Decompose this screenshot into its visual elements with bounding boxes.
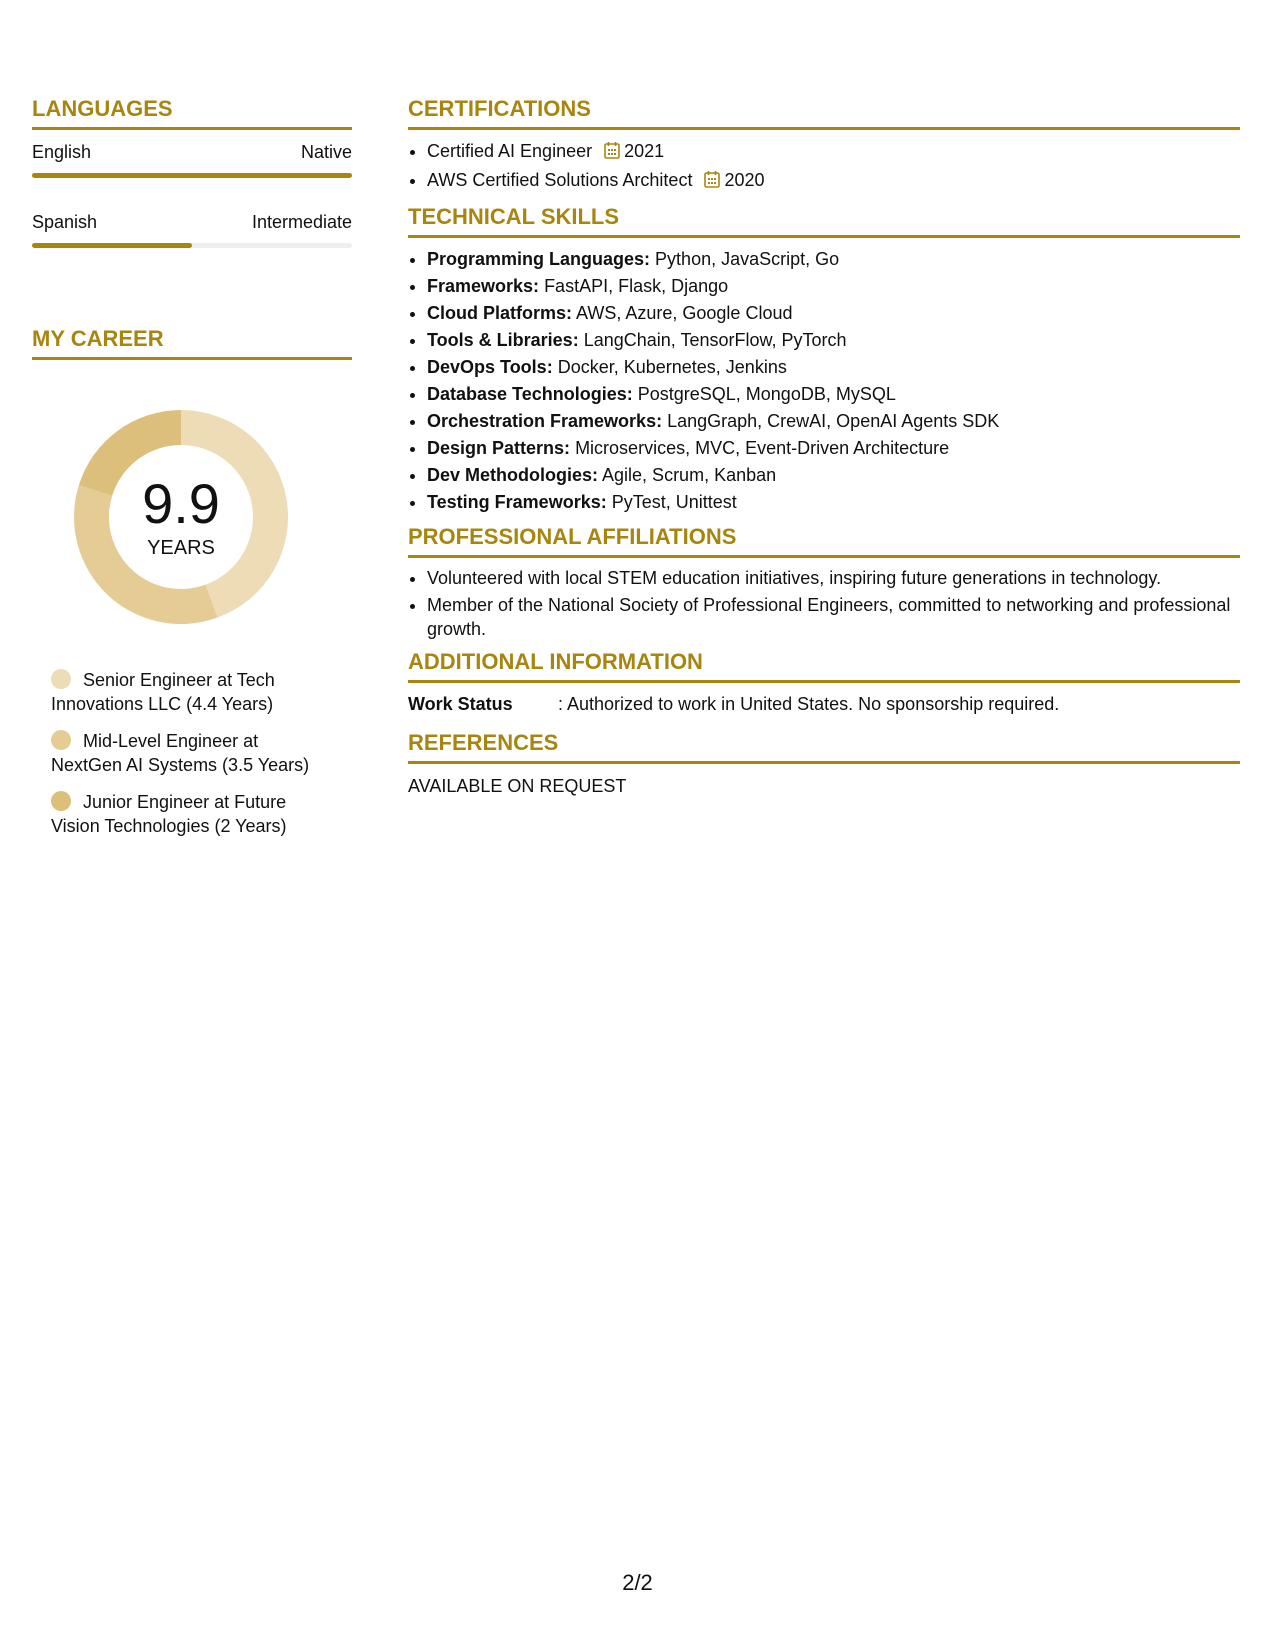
references-heading: REFERENCES	[408, 730, 1240, 764]
work-status-label: Work Status	[408, 694, 513, 714]
skill-item	[427, 273, 1240, 300]
language-proficiency-bar	[32, 173, 352, 178]
career-legend-dot	[51, 669, 71, 689]
skill-value: AWS, Azure, Google Cloud	[576, 303, 793, 323]
career-legend-label: Junior Engineer at Future Vision Technologies (2 Years)	[51, 792, 287, 836]
skill-value: LangChain, TensorFlow, PyTorch	[583, 330, 847, 350]
skill-item	[427, 462, 1240, 489]
additional-info-heading: ADDITIONAL INFORMATION	[408, 649, 1240, 683]
language-row	[32, 140, 352, 164]
affiliations-section	[408, 524, 1240, 641]
career-heading: MY CAREER	[32, 326, 352, 360]
affiliation-item: • Member of the National Society of Professional Engineers, committed to networking and professional growth.	[427, 593, 1240, 641]
skill-label: Cloud Platforms:	[427, 303, 573, 323]
language-level: Intermediate	[251, 212, 352, 232]
language-item	[32, 140, 352, 178]
additional-info-section	[408, 649, 1240, 716]
certification-item	[427, 167, 1240, 196]
skill-label: Frameworks:	[427, 276, 540, 296]
career-legend-item	[51, 729, 331, 777]
language-proficiency-bar	[32, 243, 352, 248]
certification-year: 2021	[624, 141, 665, 161]
skills-list	[408, 246, 1240, 516]
certification-name: AWS Certified Solutions Architect	[427, 170, 693, 190]
career-total-unit: YEARS	[147, 537, 215, 559]
language-row	[32, 210, 352, 234]
certification-year: 2020	[724, 170, 765, 190]
career-legend-item	[51, 790, 331, 838]
skill-value: Microservices, MVC, Event-Driven Architecture	[575, 438, 950, 458]
language-name: Spanish	[32, 212, 98, 232]
skill-item	[427, 327, 1240, 354]
certification-item	[427, 138, 1240, 167]
calendar-icon	[704, 169, 720, 196]
career-legend-label: Senior Engineer at Tech Innovations LLC (4.4 Years)	[51, 670, 275, 714]
skills-heading: TECHNICAL SKILLS	[408, 204, 1240, 238]
career-legend-dot	[51, 791, 71, 811]
certifications-heading: CERTIFICATIONS	[408, 96, 1240, 130]
right-column	[408, 96, 1240, 798]
language-proficiency-fill	[32, 243, 192, 248]
career-legend	[51, 668, 352, 838]
calendar-icon	[604, 140, 620, 167]
career-legend-label: Mid-Level Engineer at NextGen AI Systems (3.5 Years)	[51, 731, 310, 775]
affiliation-item: • Volunteered with local STEM education initiatives, inspiring future generations in technology.	[427, 566, 1240, 590]
skill-value: Agile, Scrum, Kanban	[602, 465, 777, 485]
skill-value: PyTest, Unittest	[611, 492, 737, 512]
language-name: English	[32, 142, 92, 162]
career-donut-center	[66, 474, 296, 560]
language-proficiency-fill	[32, 173, 352, 178]
skill-value: Docker, Kubernetes, Jenkins	[557, 357, 787, 377]
certification-name: Certified AI Engineer	[427, 141, 593, 161]
languages-heading: LANGUAGES	[32, 96, 352, 130]
skill-value: PostgreSQL, MongoDB, MySQL	[637, 384, 896, 404]
work-status-value: : Authorized to work in United States. No sponsorship required.	[558, 694, 1060, 714]
career-legend-dot	[51, 730, 71, 750]
work-status-row	[408, 692, 1240, 716]
page-number: 2/2	[622, 1570, 653, 1595]
skill-item	[427, 381, 1240, 408]
skill-label: Programming Languages:	[427, 249, 651, 269]
skill-value: Python, JavaScript, Go	[655, 249, 840, 269]
career-donut-chart	[66, 402, 296, 632]
affiliations-list	[408, 566, 1240, 641]
skill-item	[427, 300, 1240, 327]
language-item	[32, 210, 352, 248]
skills-section	[408, 204, 1240, 516]
skill-label: Tools & Libraries:	[427, 330, 579, 350]
references-text: AVAILABLE ON REQUEST	[408, 776, 627, 796]
skill-item	[427, 408, 1240, 435]
skill-item	[427, 354, 1240, 381]
skill-label: Orchestration Frameworks:	[427, 411, 663, 431]
languages-section	[32, 96, 352, 248]
left-column	[32, 96, 352, 851]
skill-label: Testing Frameworks:	[427, 492, 607, 512]
skill-item	[427, 489, 1240, 516]
skill-label: Dev Methodologies:	[427, 465, 599, 485]
career-section	[32, 326, 352, 838]
skill-item	[427, 435, 1240, 462]
certifications-section	[408, 96, 1240, 196]
skill-value: FastAPI, Flask, Django	[544, 276, 729, 296]
affiliations-heading: PROFESSIONAL AFFILIATIONS	[408, 524, 1240, 558]
skill-label: Database Technologies:	[427, 384, 633, 404]
skill-label: Design Patterns:	[427, 438, 571, 458]
career-legend-item	[51, 668, 331, 716]
skill-label: DevOps Tools:	[427, 357, 553, 377]
career-total-years: 9.9	[142, 472, 220, 535]
skill-value: LangGraph, CrewAI, OpenAI Agents SDK	[667, 411, 1000, 431]
skill-item	[427, 246, 1240, 273]
references-section	[408, 730, 1240, 798]
language-level: Native	[300, 142, 352, 162]
certifications-list	[408, 138, 1240, 196]
